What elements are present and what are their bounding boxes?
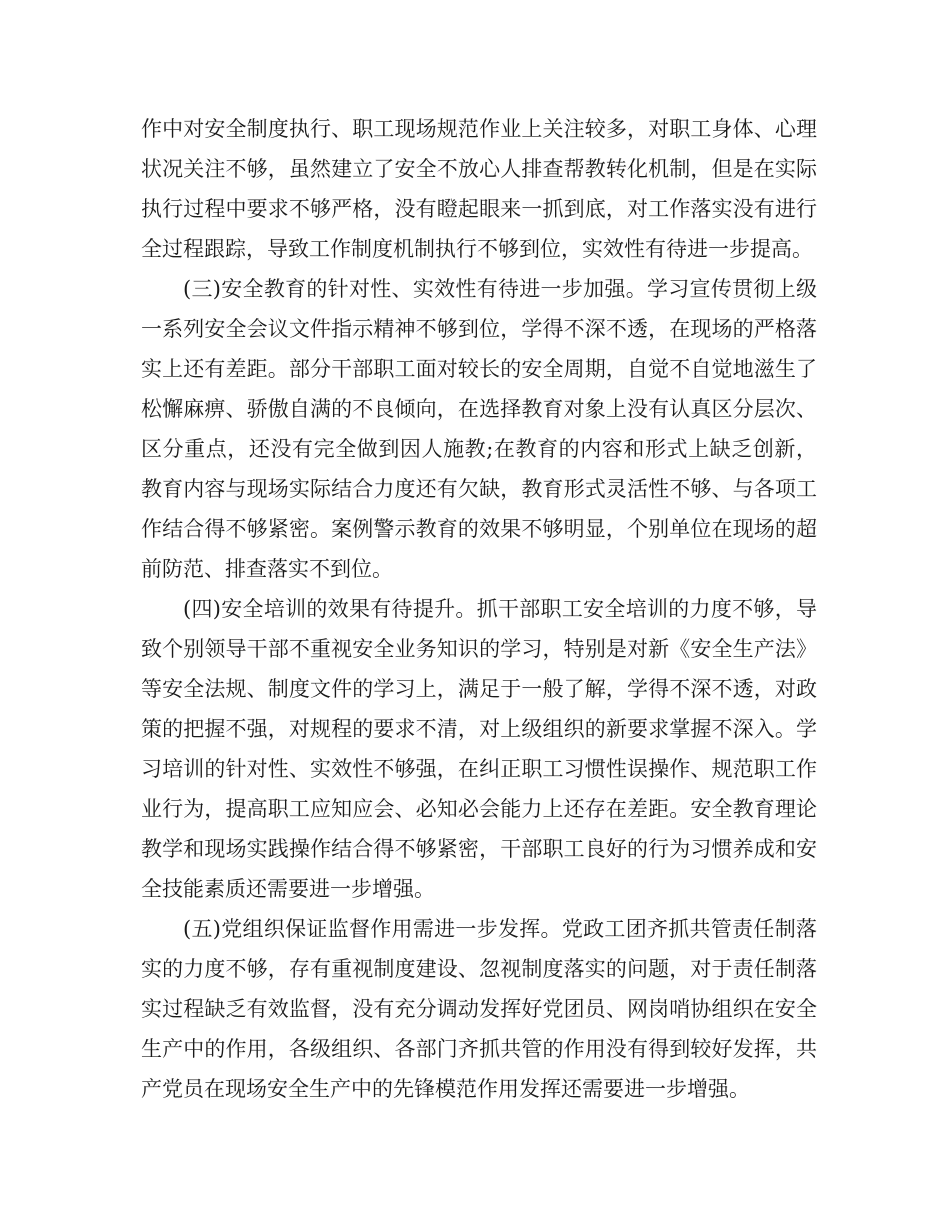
paragraph-section-5: (五)党组织保证监督作用需进一步发挥。党政工团齐抓共管责任制落实的力度不够，存有重视制度建设、忽视制度落实的问题，对于责任制落实过程缺乏有效监督，没有充分调动发挥好党团员、网岗哨协组织在安全生产中的作用，各级组织、各部门齐抓共管的作用没有得到较好发挥，共产党员在现场安全生产中的先锋模范作用发挥还需要进一步增强。 [141,917,817,1101]
paragraph-continuation: 作中对安全制度执行、职工现场规范作业上关注较多，对职工身体、心理状况关注不够，虽然建立了安全不放心人排查帮教转化机制，但是在实际执行过程中要求不够严格，没有瞪起眼来一抓到底，对工作落实没有进行全过程跟踪，导致工作制度机制执行不够到位，实效性有待进一步提高。 [141,117,817,261]
paragraph-section-4: (四)安全培训的效果有待提升。抓干部职工安全培训的力度不够，导致个别领导干部不重视安全业务知识的学习，特别是对新《安全生产法》等安全法规、制度文件的学习上，满足于一般了解，学得不深不透，对政策的把握不强，对规程的要求不清，对上级组织的新要求掌握不深入。学习培训的针对性、实效性不够强，在纠正职工习惯性误操作、规范职工作业行为，提高职工应知应会、必知必会能力上还存在差距。安全教育理论教学和现场实践操作结合得不够紧密，干部职工良好的行为习惯养成和安全技能素质还需要进一步增强。 [141,597,817,901]
paragraph-section-3: (三)安全教育的针对性、实效性有待进一步加强。学习宣传贯彻上级一系列安全会议文件指示精神不够到位，学得不深不透，在现场的严格落实上还有差距。部分干部职工面对较长的安全周期，自觉不自觉地滋生了松懈麻痹、骄傲自满的不良倾向，在选择教育对象上没有认真区分层次、区分重点，还没有完全做到因人施教;在教育的内容和形式上缺乏创新，教育内容与现场实际结合力度还有欠缺，教育形式灵活性不够、与各项工作结合得不够紧密。案例警示教育的效果不够明显，个别单位在现场的超前防范、排查落实不到位。 [141,277,817,581]
document-body [141,109,817,1109]
